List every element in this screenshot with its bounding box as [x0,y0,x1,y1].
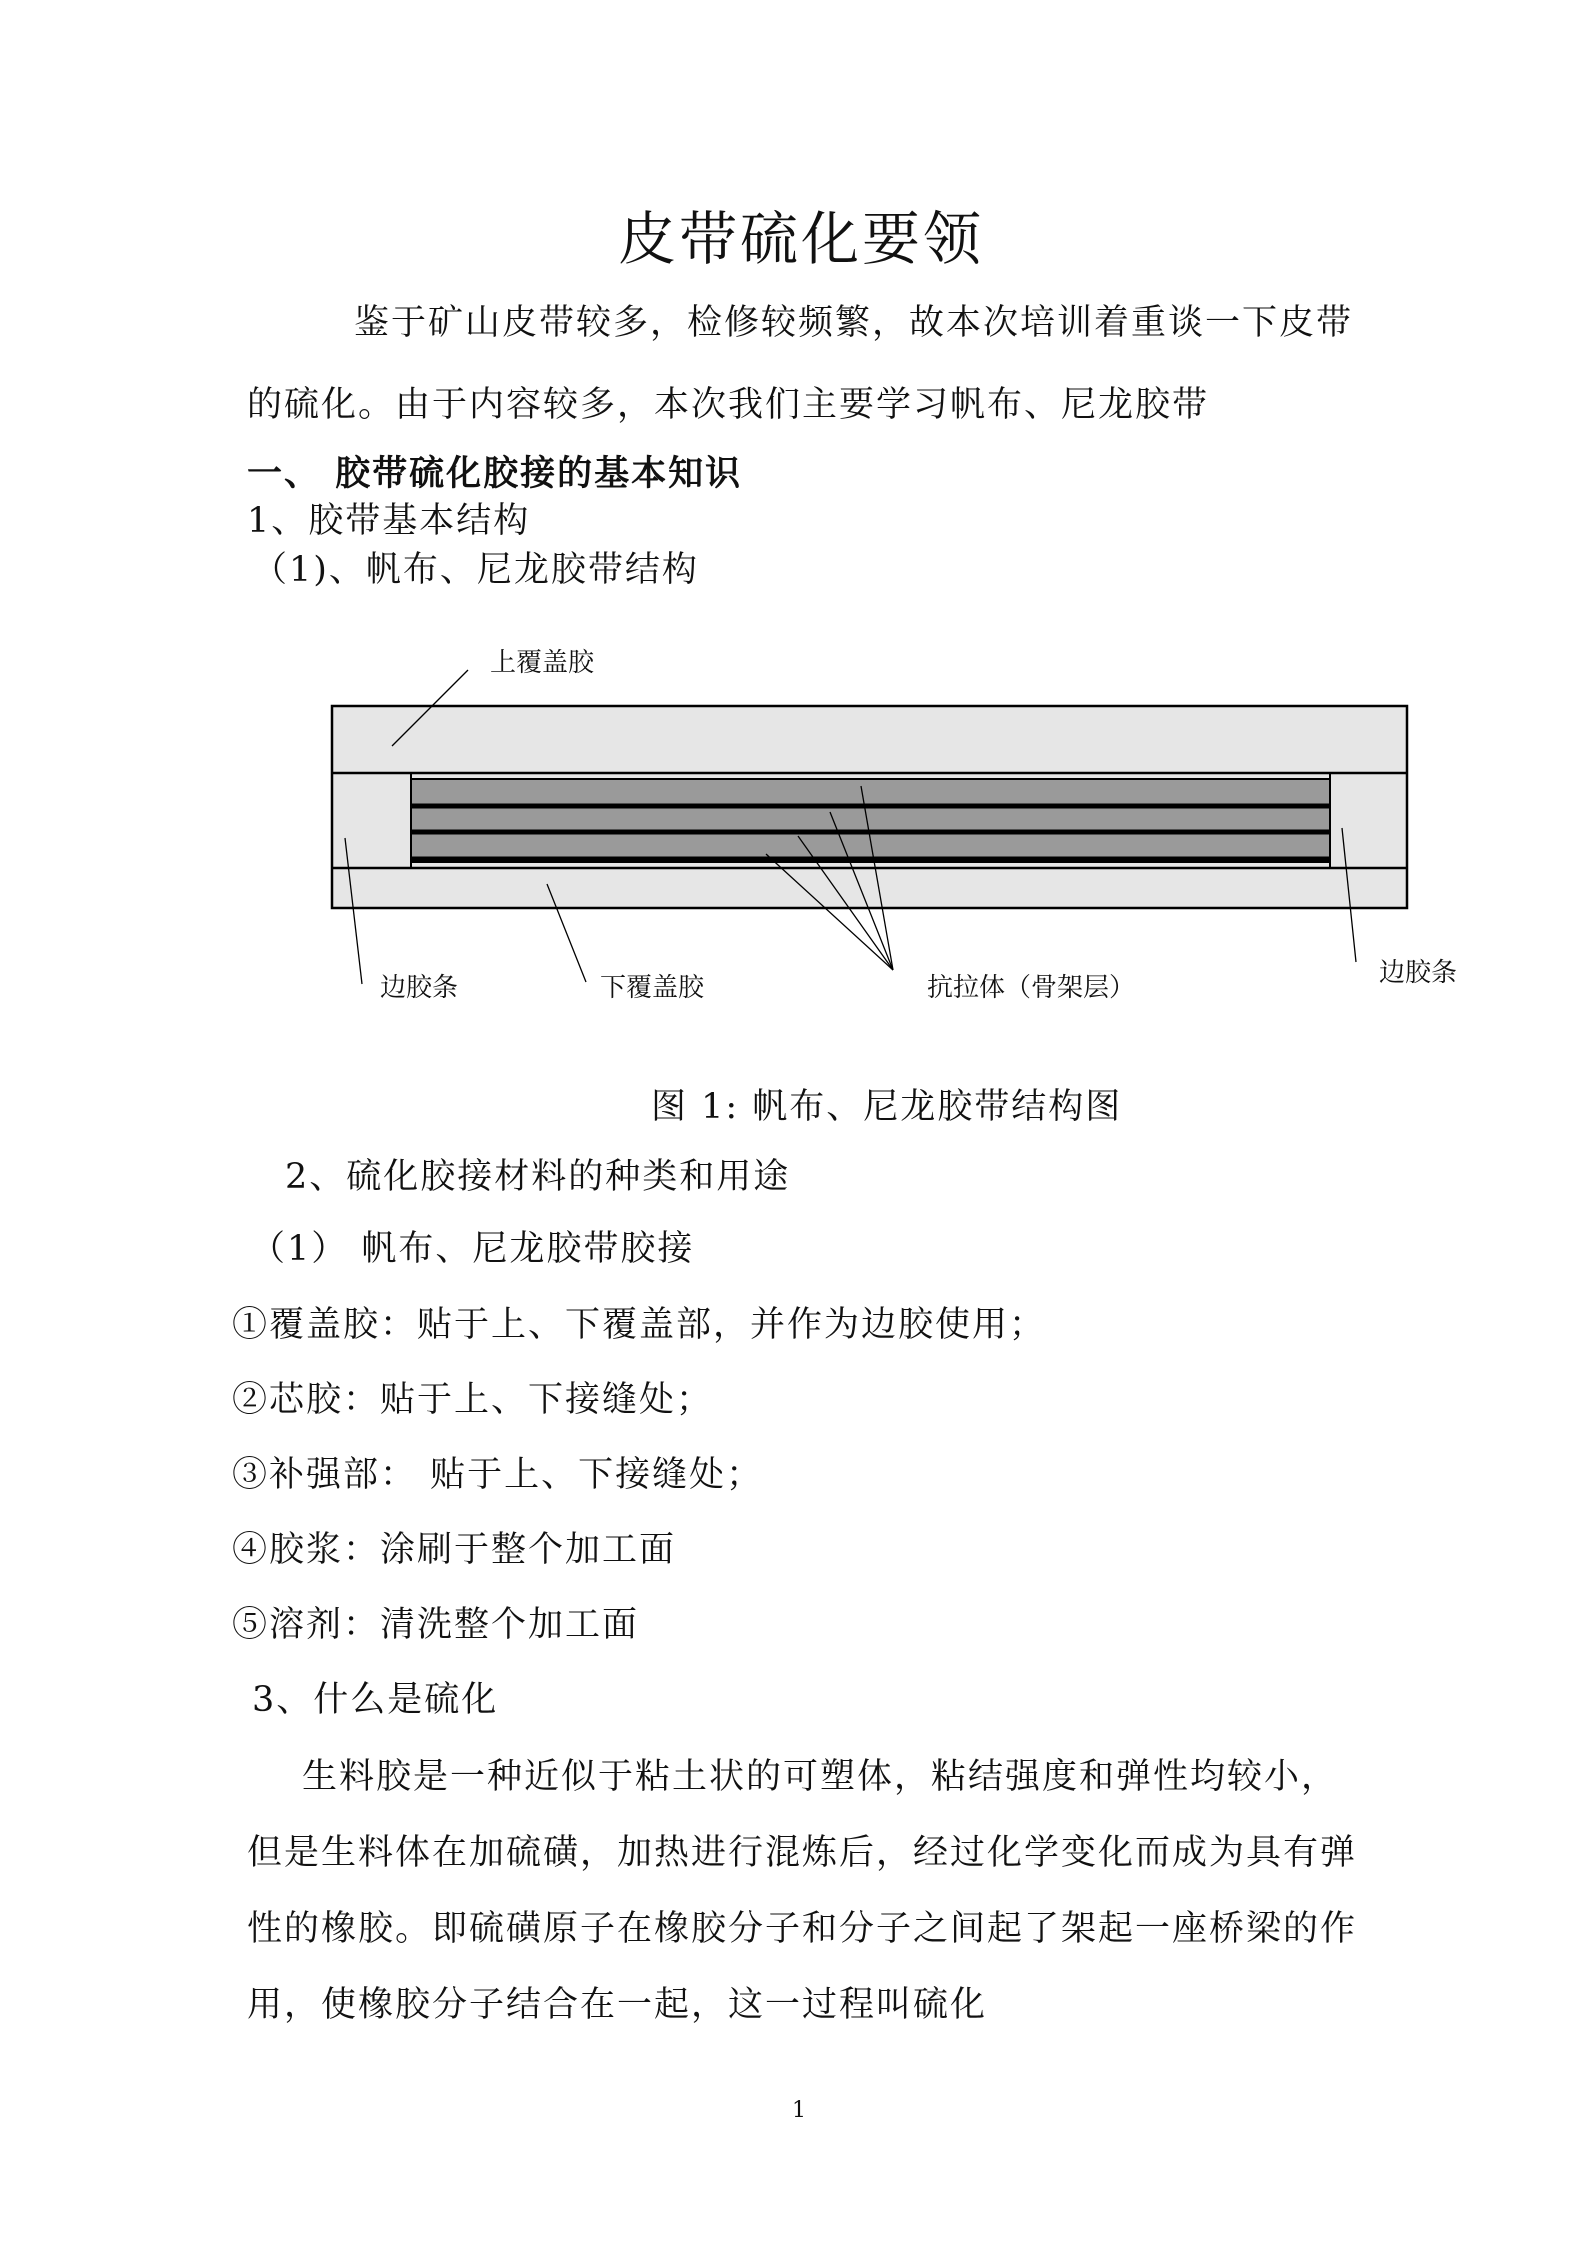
section-2-sub: （1） 帆布、尼龙胶带胶接 [250,1229,695,1269]
material-item: ①覆盖胶：贴于上、下覆盖部，并作为边胶使用； [232,1305,1047,1345]
page-number: 1 [792,2098,806,2123]
section-3-line: 但是生料体在加硫磺，加热进行混炼后，经过化学变化而成为具有弹 [247,1833,1358,1873]
section-1-heading: 一、 胶带硫化胶接的基本知识 [247,453,743,494]
material-item: ②芯胶：贴于上、下接缝处； [232,1380,714,1420]
material-item: ④胶浆：涂刷于整个加工面 [232,1530,677,1570]
section-3-line: 生料胶是一种近似于粘土状的可塑体，粘结强度和弹性均较小， [302,1757,1339,1797]
material-item: ⑤溶剂：清洗整个加工面 [232,1605,640,1645]
label-bottom-cover: 下覆盖胶 [600,973,705,1003]
label-edge-left: 边胶条 [380,973,459,1003]
section-1-sub-1: 1、胶带基本结构 [247,501,531,541]
label-tension: 抗拉体（骨架层） [927,973,1136,1003]
belt-structure-diagram [0,0,1594,1100]
section-3-line: 用，使橡胶分子结合在一起，这一过程叫硫化 [247,1985,988,2025]
section-3-heading: 3、什么是硫化 [252,1680,499,1720]
intro-line-1: 鉴于矿山皮带较多，检修较频繁，故本次培训着重谈一下皮带 [354,303,1354,343]
figure-caption: 图 1: 帆布、尼龙胶带结构图 [651,1087,1123,1127]
intro-line-2: 的硫化。由于内容较多，本次我们主要学习帆布、尼龙胶带 [247,385,1210,425]
section-3-line: 性的橡胶。即硫磺原子在橡胶分子和分子之间起了架起一座桥梁的作 [247,1909,1358,1949]
section-2-heading: 2、硫化胶接材料的种类和用途 [285,1157,791,1197]
section-1-sub-1-1: （1)、帆布、尼龙胶带结构 [252,550,699,590]
tension-plies [411,779,1330,862]
label-top-cover: 上覆盖胶 [490,648,595,678]
label-edge-right: 边胶条 [1379,958,1458,988]
material-item: ③补强部： 贴于上、下接缝处； [232,1455,764,1495]
document-title: 皮带硫化要领 [618,205,985,273]
